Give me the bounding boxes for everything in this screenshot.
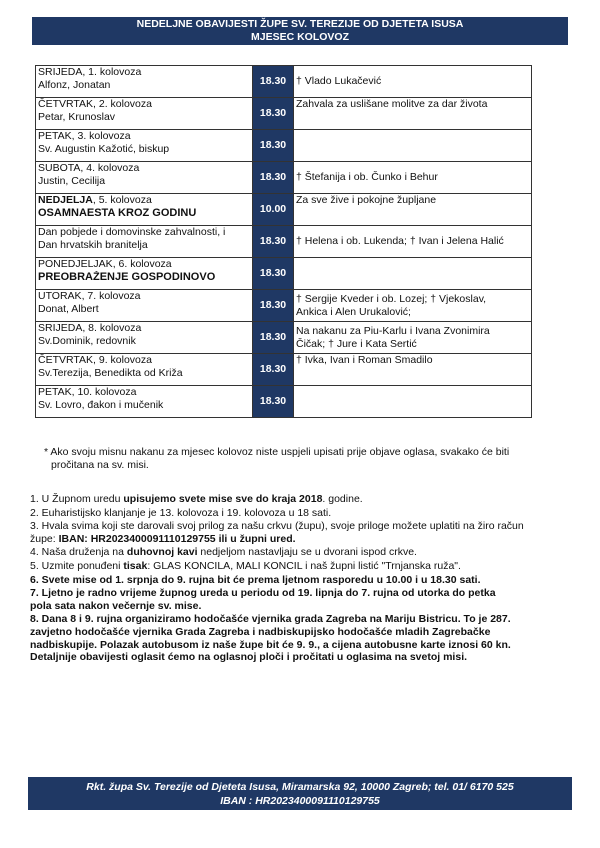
table-row [36, 258, 532, 290]
footer-address: Rkt. župa Sv. Terezije od Djeteta Isusa, Miramarska 92, 10000 Zagreb; tel. 01/ 6170 525 [86, 781, 514, 793]
announcement-item: 2. Euharistijsko klanjanje je 13. kolovoza i 19. kolovoza u 18 sati. [30, 506, 332, 519]
day-label: PETAK, 10. kolovoza [38, 386, 137, 398]
saint-label: Sv.Dominik, redovnik [38, 334, 136, 347]
day-label: SRIJEDA, 1. kolovoza [38, 66, 142, 78]
mass-intention: † Helena i ob. Lukenda; † Ivan i Jelena Halić [294, 226, 532, 258]
mass-intention: † Ivka, Ivan i Roman Smadilo [294, 354, 532, 386]
day-label: UTORAK, 7. kolovoza [38, 290, 141, 302]
mass-time: 10.00 [253, 194, 294, 226]
mass-intention [294, 130, 532, 162]
day-label: ČETVRTAK, 2. kolovoza [38, 98, 152, 110]
mass-intention: Na nakanu za Piu-Karlu i Ivana Zvonimira Čičak; † Jure i Kata Sertić [294, 322, 532, 354]
mass-time: 18.30 [253, 130, 294, 162]
day-label: Dan pobjede i domovinske zahvalnosti, i [38, 226, 226, 238]
page-header [32, 17, 568, 45]
announcement-item: 3. Hvala svima koji ste darovali svoj prilog za našu crkvu (župu), svoje priloge možete uplatiti na žiro račun župe: IBAN: HR2023400091110129755 ili u župni ured. [30, 520, 524, 545]
footer-iban: IBAN : HR2023400091110129755 [220, 795, 380, 807]
day-label-rest: , 5. kolovoza [92, 194, 152, 206]
saint-label: Sv. Lovro, đakon i mučenik [38, 398, 164, 411]
day-label: PONEDJELJAK, 6. kolovoza [38, 258, 172, 270]
table-row [36, 226, 532, 258]
announcement-item: 8. Dana 8 i 9. rujna organiziramo hodočašće vjernika grada Zagreba na Mariju Bistricu. To je 287. zavjetno hodočašće vjernika Grada Zagreba i nadbiskupijsko hodočašće mladih Zagrebačke nadbiskupije. Polazak autobusom iz naše župe bit će 9. 9., a cijena autobusne karte iznosi 60 kn. Detaljnije obavijesti oglasit ćemo na oglasnoj ploči i pročitati u oglasima na svetoj misi. [30, 613, 511, 664]
mass-intention: † Štefanija i ob. Čunko i Behur [294, 162, 532, 194]
mass-time: 18.30 [253, 354, 294, 386]
announcement-item: 7. Ljetno je radno vrijeme župnog ureda u periodu od 19. lipnja do 7. rujna od utorka do petka pola sata nakon večernje sv. mise. [30, 587, 496, 612]
mass-time: 18.30 [253, 386, 294, 418]
announcement-item: 6. Svete mise od 1. srpnja do 9. rujna bit će prema ljetnom rasporedu u 10.00 i u 18.30 sati. [30, 573, 481, 586]
header-subtitle: MJESEC KOLOVOZ [250, 31, 349, 43]
table-row [36, 130, 532, 162]
mass-time: 18.30 [253, 226, 294, 258]
table-row [36, 354, 532, 386]
mass-intention: † Sergije Kveder i ob. Lozej; † Vjekoslav, Ankica i Alen Urukalović; [294, 290, 532, 322]
table-row [36, 162, 532, 194]
feast-label: PREOBRAŽENJE GOSPODINOVO [38, 270, 216, 283]
mass-intention [294, 258, 532, 290]
day-label [38, 194, 252, 207]
announcement-item: 1. U Župnom uredu upisujemo svete mise sve do kraja 2018. godine. [30, 493, 363, 505]
mass-intention: Za sve žive i pokojne župljane [294, 194, 532, 226]
table-row [36, 66, 532, 98]
announcement-item: 5. Uzmite ponuđeni tisak: GLAS KONCILA, MALI KONCIL i naš župni listić "Trnjanska ruža". [30, 559, 461, 572]
page-footer [28, 777, 572, 810]
mass-time: 18.30 [253, 290, 294, 322]
mass-intention: † Vlado Lukačević [294, 66, 532, 98]
saint-label: Sv.Terezija, Benedikta od Križa [38, 366, 183, 379]
saint-label: Sv. Augustin Kažotić, biskup [38, 142, 170, 155]
announcement-item: 4. Naša druženja na duhovnoj kavi nedjeljom nastavljaju se u dvorani ispod crkve. [30, 546, 417, 559]
intention-note: * Ako svoju misnu nakanu za mjesec kolovoz niste uspjeli upisati prije objave oglasa, svakako će biti pročitana na sv. misi. [44, 446, 510, 471]
day-label: ČETVRTAK, 9. kolovoza [38, 354, 152, 366]
mass-time: 18.30 [253, 66, 294, 98]
day-label: SUBOTA, 4. kolovoza [38, 162, 140, 174]
saint-label: Justin, Cecilija [38, 174, 106, 187]
mass-time: 18.30 [253, 98, 294, 130]
table-row [36, 98, 532, 130]
mass-intention: Zahvala za uslišane molitve za dar života [294, 98, 532, 130]
table-row [36, 194, 532, 226]
day-label: SRIJEDA, 8. kolovoza [38, 322, 142, 334]
table-row [36, 290, 532, 322]
saint-label: Alfonz, Jonatan [38, 78, 111, 91]
saint-label: Donat, Albert [38, 302, 99, 315]
day-label-bold: NEDJELJA [38, 194, 93, 206]
saint-label: Petar, Krunoslav [38, 110, 116, 123]
header-title: NEDELJNE OBAVIJESTI ŽUPE SV. TEREZIJE OD DJETETA ISUSA [136, 18, 464, 30]
mass-schedule-table [35, 65, 532, 418]
table-row [36, 322, 532, 354]
mass-time: 18.30 [253, 322, 294, 354]
day-label: PETAK, 3. kolovoza [38, 130, 131, 142]
announcements-list [30, 493, 562, 665]
mass-intention [294, 386, 532, 418]
table-row [36, 386, 532, 418]
mass-time: 18.30 [253, 258, 294, 290]
feast-label: OSAMNAESTA KROZ GODINU [38, 206, 197, 219]
mass-time: 18.30 [253, 162, 294, 194]
saint-label: Dan hrvatskih branitelja [38, 238, 148, 251]
